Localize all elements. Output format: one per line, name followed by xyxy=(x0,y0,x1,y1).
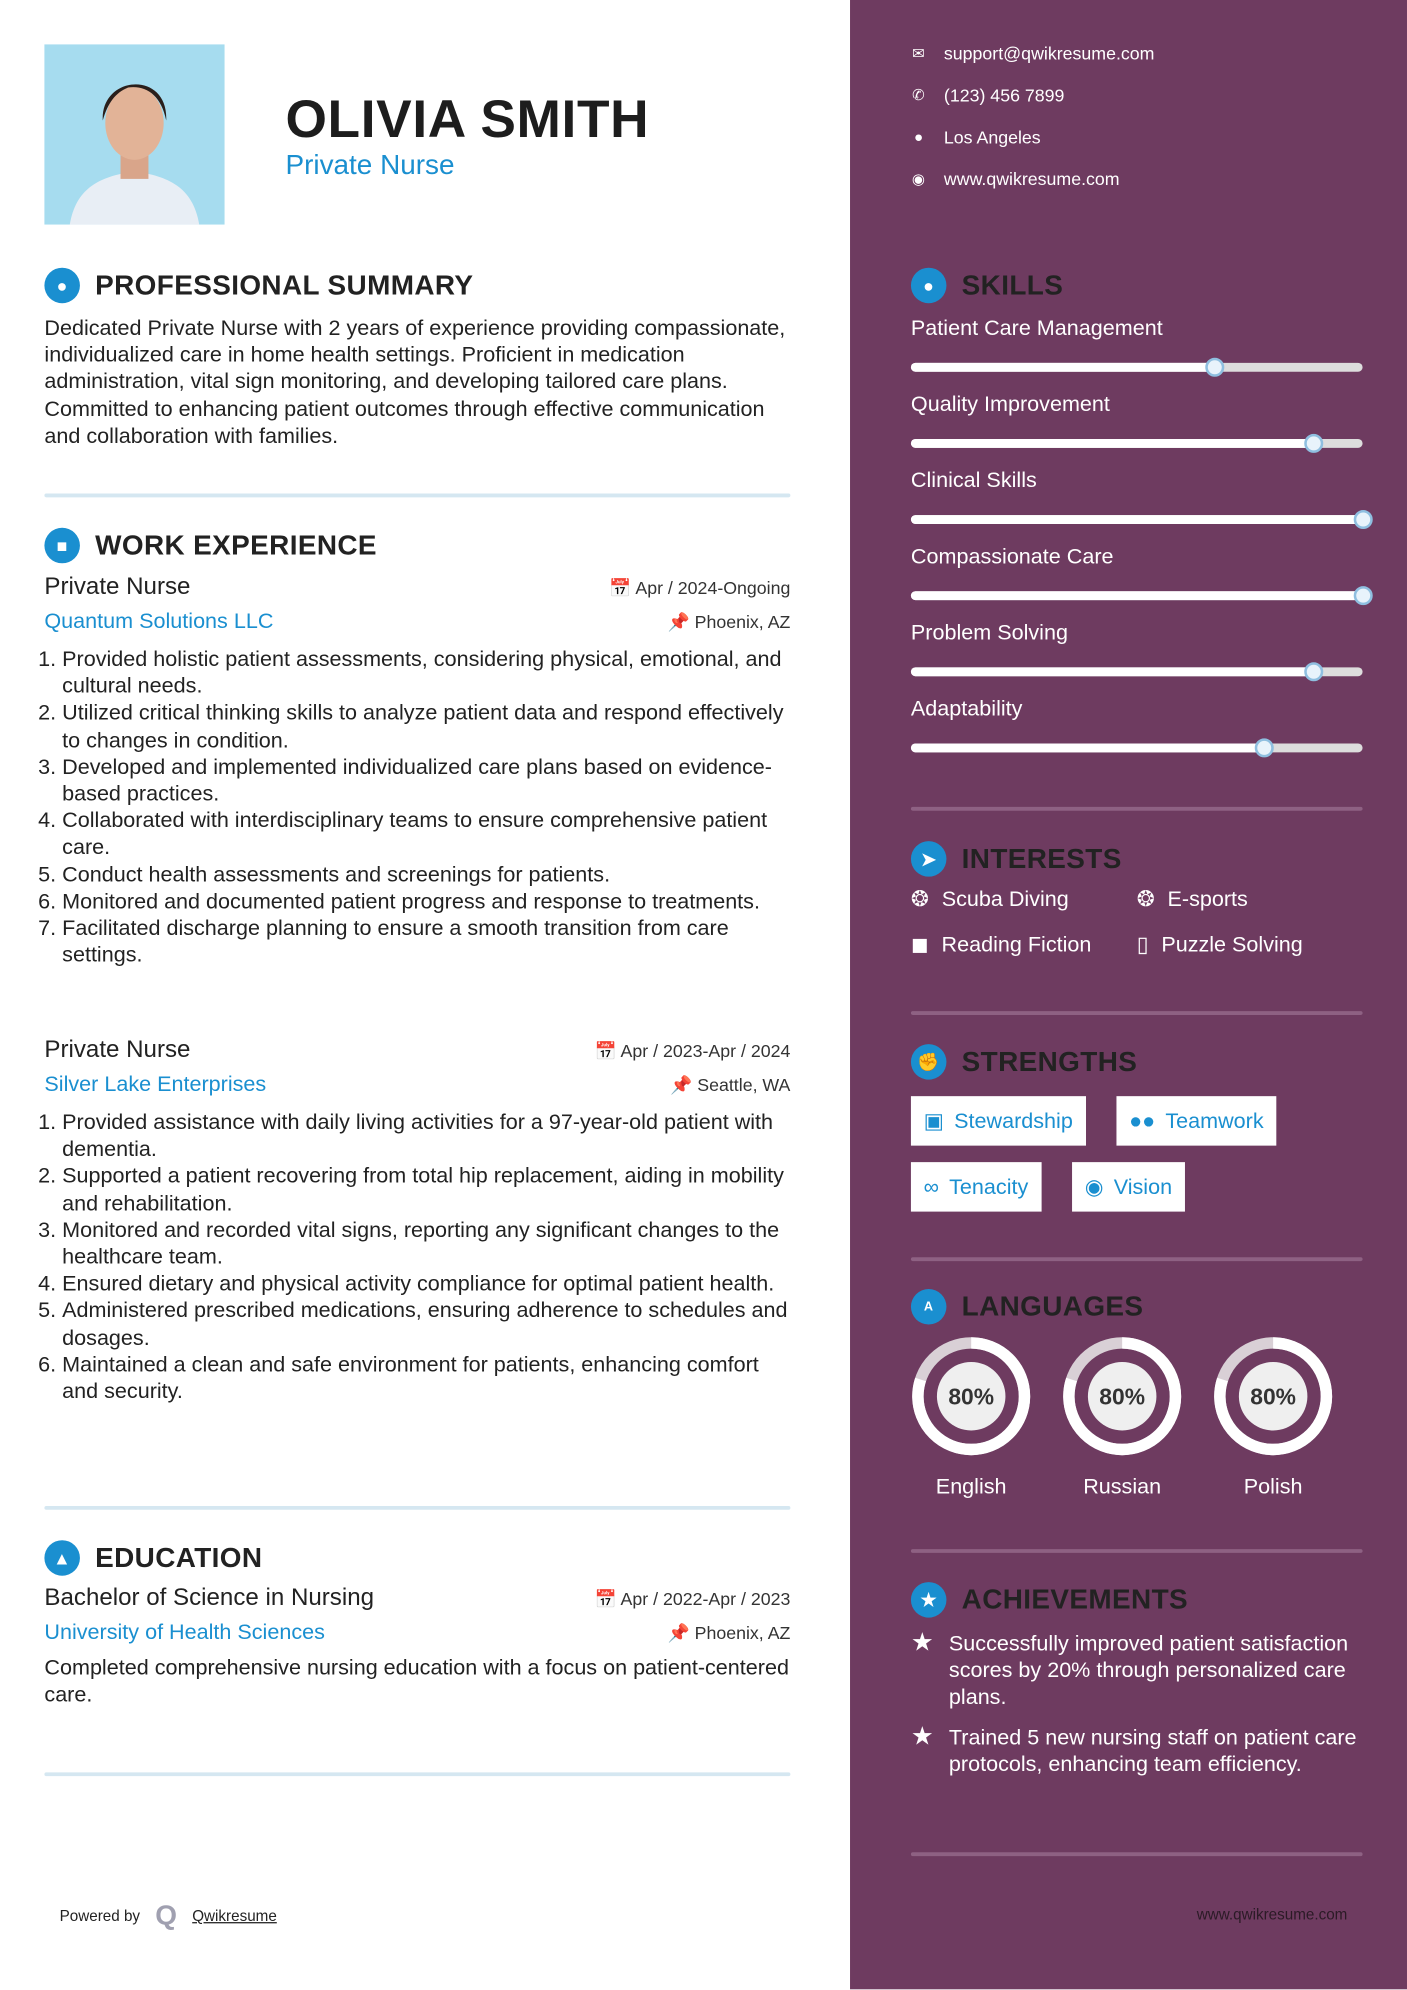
bullet: 7. Facilitated discharge planning to ensure a smooth transition from care settings. xyxy=(62,915,790,969)
education-heading-text: EDUCATION xyxy=(95,1541,263,1574)
calendar-icon: 📅 xyxy=(594,1587,621,1609)
language-ring xyxy=(1213,1336,1334,1457)
divider xyxy=(911,1549,1363,1553)
bullet: 1. Provided assistance with daily living activities for a 97-year-old patient with dementia. xyxy=(62,1109,790,1163)
qwikresume-logo-icon: Q xyxy=(155,1899,177,1931)
achievement-text: Successfully improved patient satisfaction scores by 20% through personalized care plans. xyxy=(948,1631,1349,1710)
contact-location xyxy=(911,127,1041,147)
skill-bar xyxy=(911,667,1363,676)
divider xyxy=(44,1506,790,1510)
bullet: 3. Monitored and recorded vital signs, reporting any significant changes to the healthcare team. xyxy=(62,1216,790,1270)
strength-label: Stewardship xyxy=(954,1108,1073,1133)
divider xyxy=(911,1011,1363,1015)
user-icon: ● xyxy=(44,268,80,304)
phone-icon: ✆ xyxy=(912,86,925,105)
skill-bar xyxy=(911,363,1363,372)
language-item xyxy=(911,1336,1032,1500)
strength-label: Vision xyxy=(1113,1174,1173,1199)
skill-bar-fill xyxy=(911,743,1263,752)
interests-heading xyxy=(911,841,1122,877)
language-name: Polish xyxy=(1243,1474,1303,1499)
interests-heading-text: INTERESTS xyxy=(961,842,1122,875)
gamepad-icon: ◼ xyxy=(910,932,929,957)
fist-icon: ✊ xyxy=(911,1044,947,1080)
interest-label: Reading Fiction xyxy=(941,932,1092,957)
strength-tag xyxy=(911,1096,1086,1145)
language-percent: 80% xyxy=(1250,1383,1296,1410)
job-location-text: Seattle, WA xyxy=(697,1073,791,1095)
paper-plane-icon: ➤ xyxy=(911,841,947,877)
strength-label: Tenacity xyxy=(949,1174,1029,1199)
skill-bar-knob xyxy=(1304,662,1323,681)
degree: Bachelor of Science in Nursing xyxy=(44,1584,375,1612)
job-title: Private Nurse xyxy=(44,573,191,601)
skill-item xyxy=(911,620,1363,676)
company-name: Quantum Solutions LLC xyxy=(44,608,274,634)
job-location xyxy=(670,1074,790,1096)
job-bullets xyxy=(44,1109,790,1405)
skill-bar xyxy=(911,515,1363,524)
education-heading xyxy=(44,1540,262,1576)
interest-label: Scuba Diving xyxy=(941,886,1069,911)
bullet: 4. Ensured dietary and physical activity compliance for optimal patient health. xyxy=(62,1270,790,1297)
skill-name: Clinical Skills xyxy=(910,468,1037,493)
divider xyxy=(911,1257,1363,1261)
achievements-heading xyxy=(911,1582,1188,1618)
language-ring xyxy=(911,1336,1032,1457)
languages-heading xyxy=(911,1289,1144,1325)
contact-text: support@qwikresume.com xyxy=(943,43,1155,64)
skill-name: Patient Care Management xyxy=(910,315,1163,341)
map-pin-icon: ● xyxy=(913,128,924,146)
bullet: 5. Administered prescribed medications, ensuring adherence to schedules and dosages. xyxy=(62,1297,790,1351)
bullet: 2. Utilized critical thinking skills to analyze patient data and respond effectively to changes in condition. xyxy=(62,700,790,754)
job-location xyxy=(668,611,791,633)
language-name: English xyxy=(935,1474,1007,1499)
language-percent: 80% xyxy=(1099,1383,1146,1410)
star-icon: ★ xyxy=(911,1582,947,1618)
achievement-item xyxy=(911,1724,1363,1778)
strengths-heading-text: STRENGTHS xyxy=(961,1045,1138,1078)
skill-bar-knob xyxy=(1254,738,1273,757)
divider xyxy=(911,807,1363,811)
envelope-icon: ✉ xyxy=(912,44,925,63)
skill-bar xyxy=(911,439,1363,448)
language-item xyxy=(1213,1336,1334,1500)
skill-bar-fill xyxy=(911,439,1313,448)
globe-icon: ◉ xyxy=(911,170,926,188)
divider xyxy=(911,1852,1363,1856)
bullet: 6. Maintained a clean and safe environment for patients, enhancing comfort and security. xyxy=(62,1351,790,1405)
bullet: 2. Supported a patient recovering from total hip replacement, aiding in mobility and rehabilitation. xyxy=(62,1163,790,1217)
education-text: Completed comprehensive nursing education with a focus on patient-centered care. xyxy=(44,1655,789,1707)
job-date xyxy=(609,577,790,599)
briefcase-icon: ▣ xyxy=(923,1108,944,1133)
bullet: 6. Monitored and documented patient progress and response to treatments. xyxy=(62,888,790,915)
job-date-text: Apr / 2024-Ongoing xyxy=(635,576,791,597)
qwikresume-link[interactable]: Qwikresume xyxy=(192,1906,277,1925)
skill-bar xyxy=(911,591,1363,600)
interest-label: Puzzle Solving xyxy=(1161,932,1303,957)
strength-tag xyxy=(1072,1162,1185,1211)
strength-tag xyxy=(911,1162,1041,1211)
skill-item xyxy=(911,697,1363,753)
skill-name: Problem Solving xyxy=(910,620,1068,645)
interest-label: E-sports xyxy=(1167,886,1248,911)
skill-bar-knob xyxy=(1354,510,1373,529)
job-entry xyxy=(44,573,790,968)
users-icon: ●● xyxy=(1129,1108,1156,1133)
contact-phone xyxy=(911,85,1064,105)
profile-photo xyxy=(44,44,224,224)
skill-bar xyxy=(911,743,1363,752)
skill-bar-fill xyxy=(911,515,1363,524)
candidate-title: Private Nurse xyxy=(285,148,455,181)
skill-bar-knob xyxy=(1304,434,1323,453)
language-item xyxy=(1062,1336,1183,1500)
candidate-name: OLIVIA SMITH xyxy=(285,88,650,149)
achievement-item xyxy=(911,1630,1363,1711)
contact-text: (123) 456 7899 xyxy=(943,85,1065,106)
company-name: Silver Lake Enterprises xyxy=(44,1072,267,1097)
star-icon: ★ xyxy=(910,1629,934,1657)
bullet: 1. Provided holistic patient assessments, considering physical, emotional, and cultural needs. xyxy=(62,646,790,700)
skill-bar-fill xyxy=(911,591,1363,600)
job-location-text: Phoenix, AZ xyxy=(694,610,791,632)
graduate-icon: ▲ xyxy=(44,1540,80,1576)
translate-icon: A xyxy=(911,1289,947,1325)
job-bullets xyxy=(44,646,790,969)
skill-bar-fill xyxy=(911,363,1214,372)
powered-by xyxy=(60,1899,277,1932)
job-title: Private Nurse xyxy=(44,1036,191,1064)
skill-bar-knob xyxy=(1354,586,1373,605)
skill-item xyxy=(911,468,1363,524)
job-date-text: Apr / 2023-Apr / 2024 xyxy=(620,1039,791,1060)
education-entry xyxy=(44,1585,790,1709)
skill-name: Adaptability xyxy=(910,696,1023,721)
interest-item xyxy=(911,887,1069,912)
experience-heading xyxy=(44,528,377,564)
skill-item xyxy=(911,392,1363,448)
experience-heading-text: WORK EXPERIENCE xyxy=(95,529,377,561)
achievements-heading-text: ACHIEVEMENTS xyxy=(961,1583,1189,1616)
strength-tag xyxy=(1116,1096,1276,1145)
calendar-icon: 📅 xyxy=(594,1039,621,1060)
interest-item xyxy=(1137,932,1303,957)
divider xyxy=(44,494,790,498)
contact-email[interactable] xyxy=(911,43,1155,63)
education-location xyxy=(668,1622,791,1644)
skill-name: Compassionate Care xyxy=(910,544,1114,569)
star-icon: ★ xyxy=(910,1722,934,1751)
skill-item xyxy=(911,544,1363,600)
footer-url[interactable]: www.qwikresume.com xyxy=(1196,1905,1348,1924)
book-icon: ▯ xyxy=(1136,932,1149,957)
bullet: 5. Conduct health assessments and screenings for patients. xyxy=(62,861,790,888)
education-date xyxy=(594,1588,790,1610)
language-name: Russian xyxy=(1083,1474,1162,1499)
divider xyxy=(44,1772,790,1776)
link-icon: ∞ xyxy=(923,1174,939,1199)
language-ring xyxy=(1062,1336,1183,1457)
summary-text: Dedicated Private Nurse with 2 years of experience providing compassionate, individualized care in home health settings. Proficient in medication administration, vital sign monitoring, and developing tailored care plans. Committed to enhancing patient outcomes through effective communication and collaboration with families. xyxy=(44,315,786,448)
language-percent: 80% xyxy=(948,1383,995,1410)
skill-bar-fill xyxy=(911,667,1313,676)
life-ring-icon: ❂ xyxy=(910,886,930,911)
calendar-icon: 📅 xyxy=(609,576,636,597)
education-location-text: Phoenix, AZ xyxy=(694,1622,791,1643)
summary-heading xyxy=(44,268,473,304)
binoculars-icon: ◉ xyxy=(1084,1174,1104,1199)
summary-heading-text: PROFESSIONAL SUMMARY xyxy=(95,268,474,301)
contact-website[interactable] xyxy=(911,169,1120,189)
job-entry xyxy=(44,1037,790,1405)
interest-item xyxy=(1137,887,1248,912)
education-date-text: Apr / 2022-Apr / 2023 xyxy=(620,1587,791,1609)
bullet: 4. Collaborated with interdisciplinary teams to ensure comprehensive patient care. xyxy=(62,807,790,861)
lightbulb-icon: ● xyxy=(911,268,947,304)
contact-text: Los Angeles xyxy=(943,126,1041,148)
pin-icon: 📌 xyxy=(667,610,695,632)
skill-item xyxy=(911,316,1363,372)
strengths-heading xyxy=(911,1044,1137,1080)
job-date xyxy=(594,1040,790,1062)
bullet: 3. Developed and implemented individualized care plans based on evidence-based practices. xyxy=(62,753,790,807)
pin-icon: 📌 xyxy=(667,1622,695,1643)
skills-heading xyxy=(911,268,1063,304)
briefcase-chair-icon: ■ xyxy=(44,528,80,564)
school-name: University of Health Sciences xyxy=(44,1620,325,1645)
life-ring-icon: ❂ xyxy=(1136,886,1155,911)
skills-heading-text: SKILLS xyxy=(961,268,1064,301)
achievement-text: Trained 5 new nursing staff on patient care protocols, enhancing team efficiency. xyxy=(948,1725,1357,1777)
strength-label: Teamwork xyxy=(1165,1108,1264,1133)
skill-name: Quality Improvement xyxy=(910,392,1110,417)
languages-heading-text: LANGUAGES xyxy=(961,1290,1144,1322)
interest-item xyxy=(911,932,1091,957)
powered-by-text: Powered by xyxy=(59,1906,141,1925)
pin-icon: 📌 xyxy=(670,1073,698,1095)
contact-text: www.qwikresume.com xyxy=(943,168,1120,190)
skill-bar-knob xyxy=(1205,358,1224,377)
